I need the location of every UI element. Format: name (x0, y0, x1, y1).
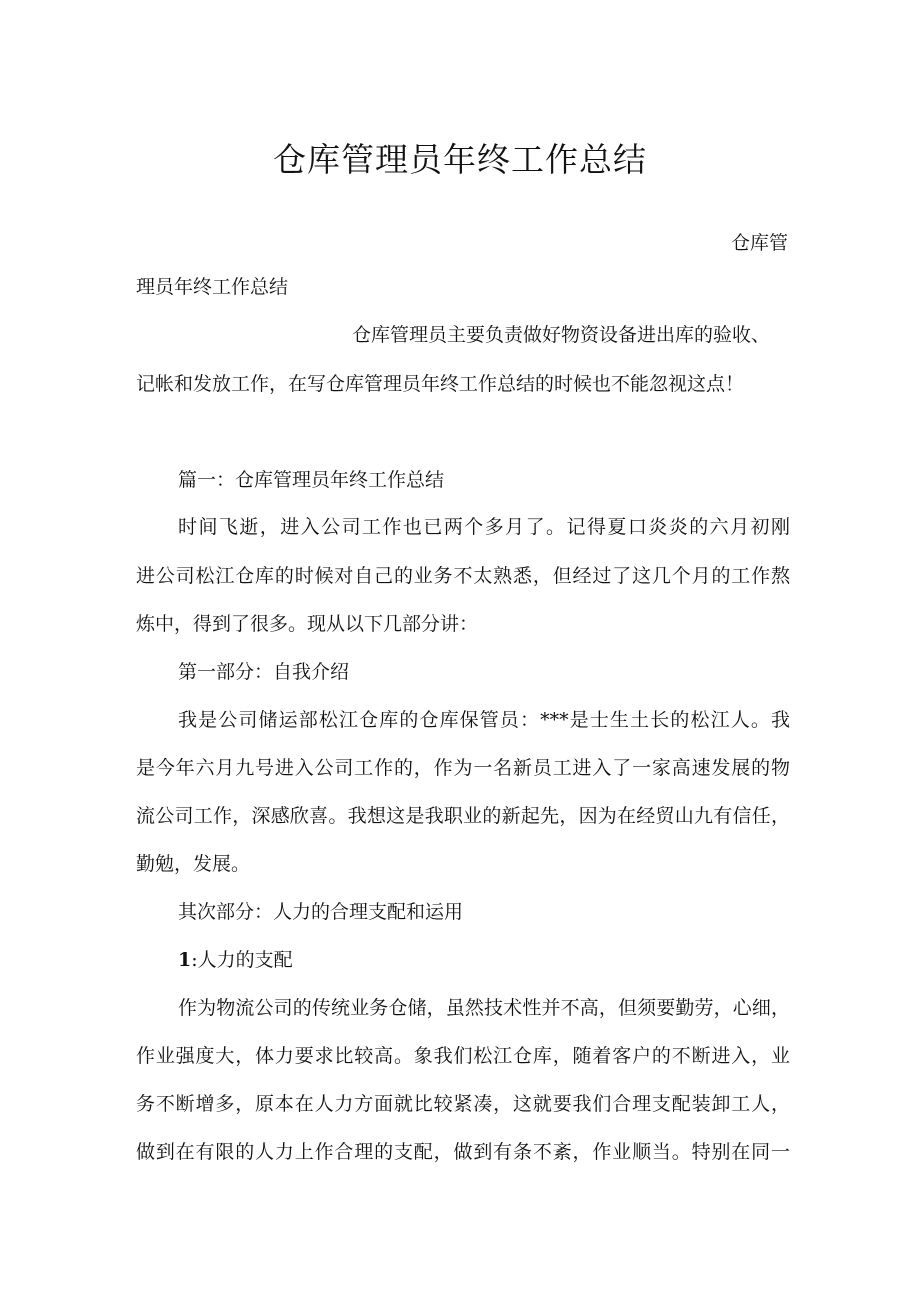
paragraph-1-line-1: 时间飞逝，进入公司工作也已两个多月了。记得夏口炎炎的六月初刚 (178, 516, 790, 538)
subsection-heading-1 (178, 947, 293, 973)
article-heading: 篇一：仓库管理员年终工作总结 (178, 469, 445, 491)
intro-line-4: 记帐和发放工作，在写仓库管理员年终工作总结的时候也不能忽视这点！ (136, 373, 745, 395)
intro-line-3: 仓库管理员主要负责做好物资设备进出库的验收、 (352, 324, 771, 346)
intro-line-1: 仓库管 (731, 232, 789, 254)
paragraph-2-line-4: 勤勉，发展。 (136, 853, 251, 875)
paragraph-2-line-2: 是今年六月九号进入公司工作的，作为一名新员工进入了一家高速发展的物 (136, 757, 790, 779)
document-title: 仓库管理员年终工作总结 (273, 140, 647, 179)
section-heading-2: 其次部分：人力的合理支配和运用 (178, 901, 464, 923)
paragraph-3-line-2: 作业强度大，体力要求比较高。象我们松江仓库，随着客户的不断进入，业 (136, 1045, 790, 1067)
intro-line-2: 理员年终工作总结 (136, 276, 289, 298)
subsection-number: 1 (178, 949, 192, 971)
paragraph-3-line-4: 做到在有限的人力上作合理的支配，做到有条不紊，作业顺当。特别在同一 (136, 1141, 790, 1163)
paragraph-3-line-3: 务不断增多，原本在人力方面就比较紧凑，这就要我们合理支配装卸工人， (136, 1093, 790, 1115)
section-heading-1: 第一部分：自我介绍 (178, 661, 350, 683)
paragraph-3-line-1: 作为物流公司的传统业务仓储，虽然技术性并不高，但须要勤劳，心细， (178, 997, 790, 1019)
subsection-title: :人力的支配 (191, 949, 293, 971)
paragraph-1-line-2: 进公司松江仓库的时候对自己的业务不太熟悉，但经过了这几个月的工作熬 (136, 565, 790, 587)
paragraph-2-line-3: 流公司工作，深感欣喜。我想这是我职业的新起先，因为在经贸山九有信任， (136, 805, 790, 827)
paragraph-1-line-3: 炼中，得到了很多。现从以下几部分讲： (136, 613, 479, 635)
paragraph-2-line-1: 我是公司储运部松江仓库的仓库保管员：***是士生土长的松江人。我 (178, 709, 790, 731)
